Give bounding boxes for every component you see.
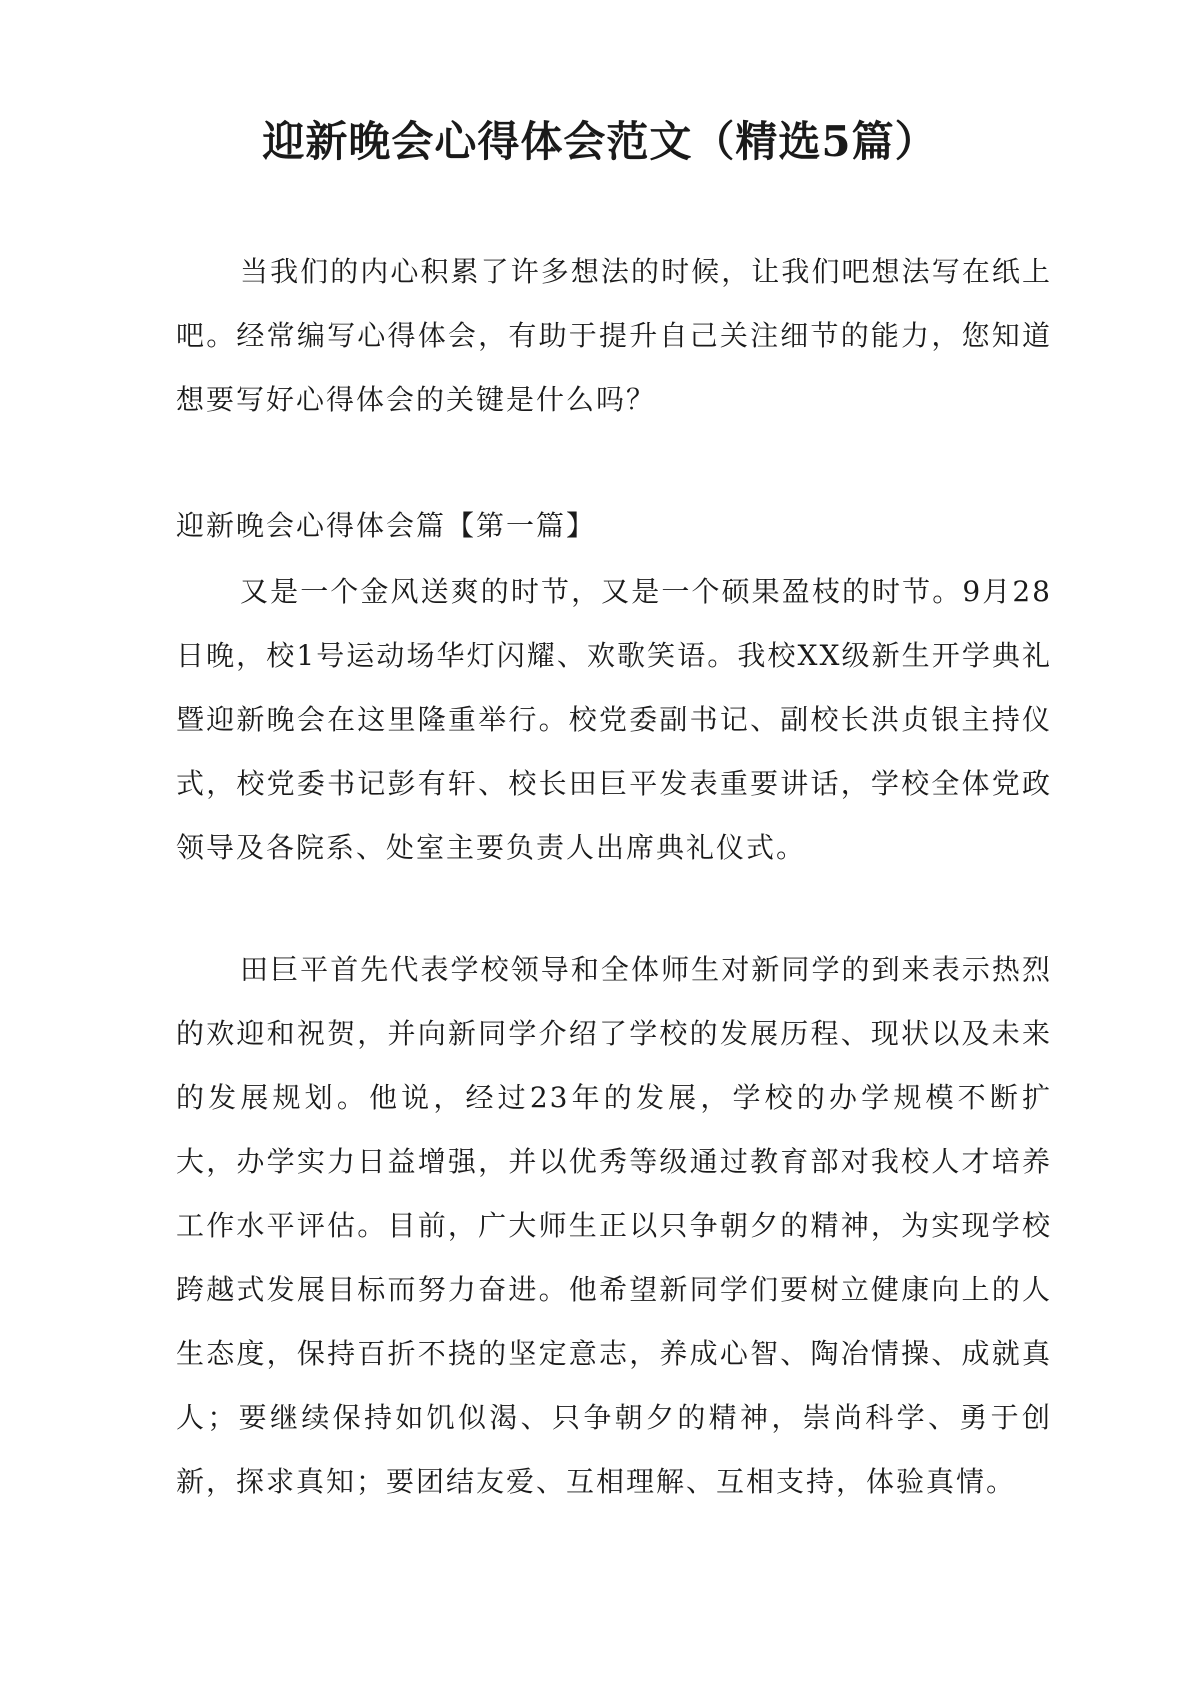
intro-paragraph: 当我们的内心积累了许多想法的时候，让我们吧想法写在纸上吧。经常编写心得体会，有助于提升自己关注细节的能力，您知道想要写好心得体会的关键是什么吗？ — [176, 255, 1052, 416]
body-paragraph-2: 田巨平首先代表学校领导和全体师生对新同学的到来表示热烈的欢迎和祝贺，并向新同学介绍了学校的发展历程、现状以及未来的发展规划。他说，经过23年的发展，学校的办学规模不断扩大，办学实力日益增强，并以优秀等级通过教育部对我校人才培养工作水平评估。目前，广大师生正以只争朝夕的精神，为实现学校跨越式发展目标而努力奋进。他希望新同学们要树立健康向上的人生态度，保持百折不挠的坚定意志，养成心智、陶冶情操、成就真人；要继续保持如饥似渴、只争朝夕的精神，崇尚科学、勇于创新，探求真知；要团结友爱、互相理解、互相支持，体验真情。 — [176, 953, 1052, 1498]
body-paragraph-1: 又是一个金风送爽的时节，又是一个硕果盈枝的时节。9月28日晚，校1号运动场华灯闪耀、欢歌笑语。我校XX级新生开学典礼暨迎新晚会在这里隆重举行。校党委副书记、副校长洪贞银主持仪式，校党委书记彭有轩、校长田巨平发表重要讲话，学校全体党政领导及各院系、处室主要负责人出席典礼仪式。 — [176, 575, 1052, 864]
document-title: 迎新晚会心得体会范文（精选5篇） — [262, 117, 938, 166]
section-heading: 迎新晚会心得体会篇【第一篇】 — [176, 509, 597, 542]
